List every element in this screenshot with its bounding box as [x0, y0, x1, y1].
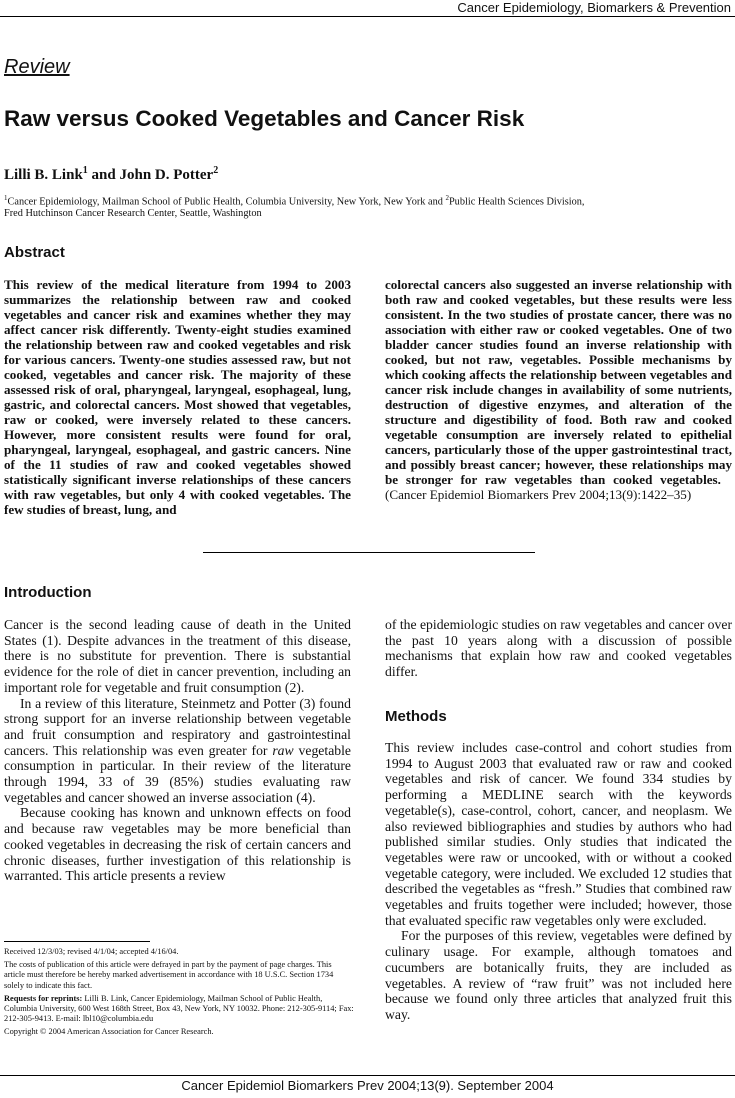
affiliation-text: Public Health Sciences Division,: [448, 196, 585, 208]
footnotes: [4, 947, 354, 1041]
methods-heading: Methods: [385, 708, 447, 725]
affiliation-text: Cancer Epidemiology, Mailman School of Public Health, Columbia University, New York, New York and: [7, 196, 446, 208]
paragraph: Because cooking has known and unknown effects on food and because raw vegetables may be more beneficial than cooked vegetables in decreasing the risk of certain cancers and chronic diseases, further investigation of this relationship is warranted. This article presents a review: [4, 805, 351, 884]
running-header: [0, 0, 735, 17]
author-list: [4, 165, 218, 184]
abstract-text-right: [385, 277, 732, 502]
running-footer: [0, 1075, 735, 1096]
paragraph: of the epidemiologic studies on raw vegetables and cancer over the past 10 years along with a discussion of possible mechanisms that explain how raw and cooked vegetables differ.: [385, 617, 732, 680]
footnote-label: Requests for reprints:: [4, 993, 83, 1003]
footer-citation: Cancer Epidemiol Biomarkers Prev 2004;13(9). September 2004: [181, 1078, 554, 1093]
introduction-heading: Introduction: [4, 584, 92, 601]
affiliation-marker: 2: [213, 165, 219, 176]
introduction-column-right: [385, 617, 732, 680]
affiliation-marker: 2: [445, 194, 449, 202]
abstract-text-left: This review of the medical literature from 1994 to 2003 summarizes the relationship between raw and cooked vegetables and cancer risk and examines whether they may affect cancer risk differently. Twenty-eight studies examined the relationship between raw and cooked vegetables and risk for various cancers. Twenty-one studies assessed raw, but not cooked, vegetables and cancer risk. The majority of these assessed risk of oral, pharyngeal, laryngeal, esophageal, lung, gastric, and colorectal cancers. Most showed that vegetables, raw or cooked, were inversely related to these cancers. However, more consistent results were found for oral, pharyngeal, laryngeal, esophageal, and gastric cancers. Nine of the 11 studies of raw and cooked vegetables showed statistically significant inverse relationships of these cancers with raw vegetables, but only 4 with cooked vegetables. The few studies of breast, lung, and: [4, 277, 351, 517]
affiliation-marker: 1: [4, 194, 8, 202]
footnote-reprints: [4, 994, 354, 1025]
section-label: Review: [4, 56, 70, 78]
paragraph-text: vegetable consumption in particular. In their review of the literature through 1994, 33 of 39 (85%) studies evaluating raw vegetables and cancer showed an inverse association (4).: [4, 742, 351, 805]
paragraph-text: In a review of this literature, Steinmetz and Potter (3) found strong support for an inverse relationship between vegetable and fruit consumption and respiratory and gastrointestinal cancers. This relationship was even greater for: [4, 695, 351, 758]
footnote-text: Lilli B. Link, Cancer Epidemiology, Mailman School of Public Health, Columbia University, 600 West 168th Street, Box 43, New York, NY 10032. Phone: 212-305-9114; Fax: 212-305-9413. E-mail: lbl10@columbia.edu: [4, 993, 354, 1024]
footnote-costs: The costs of publication of this article were defrayed in part by the payment of page charges. This article must therefore be hereby marked advertisement in accordance with 18 U.S.C. Section 1734 solely to indicate this fact.: [4, 960, 334, 990]
affiliation-marker: 1: [82, 165, 88, 176]
methods-column: [385, 740, 732, 1023]
paragraph: This review includes case-control and cohort studies from 1994 to August 2003 that evaluated raw or raw and cooked vegetables and risk of cancer. We found 334 studies by performing a MEDLINE search with the keywords vegetable(s), case-control, cohort, cancer, and neoplasm. We also reviewed bibliographies and studies by authors who had published similar studies. Only studies that indicated the vegetables were raw or uncooked, with or without a cooked vegetable category, were included. We excluded 12 studies that described the vegetables as “fresh.” Studies that combined raw vegetables and fruits together were included; however, those that evaluated specific raw vegetables only were excluded.: [385, 740, 732, 928]
footnote-copyright: Copyright © 2004 American Association for Cancer Research.: [4, 1027, 214, 1037]
introduction-column-left: [4, 617, 351, 884]
footnote-received: Received 12/3/03; revised 4/1/04; accepted 4/16/04.: [4, 947, 179, 956]
footnote-divider: [4, 941, 150, 942]
author-name: Lilli B. Link: [4, 167, 83, 183]
author-name: John D. Potter: [119, 167, 214, 183]
abstract-divider: [203, 552, 535, 553]
paragraph: Cancer is the second leading cause of death in the United States (1). Despite advances in the treatment of this disease, there is no substitute for prevention. There is substantial evidence for the role of diet in cancer prevention, including an important role for vegetable and fruit consumption (2).: [4, 617, 351, 695]
abstract-citation: (Cancer Epidemiol Biomarkers Prev 2004;13(9):1422–35): [385, 487, 692, 502]
author-conjunction: and: [87, 167, 120, 183]
journal-name: Cancer Epidemiology, Biomarkers & Prevention: [457, 0, 731, 15]
paragraph: [4, 696, 351, 806]
abstract-heading: Abstract: [4, 244, 65, 261]
paragraph: For the purposes of this review, vegetables were defined by culinary usage. For example, although tomatoes and cucumbers are botanically fruits, they are included as vegetables. A review of “raw fruit” was not included here because we found only three articles that analyzed fruit this way.: [385, 928, 732, 1022]
emphasis-text: raw: [272, 742, 294, 758]
article-title: Raw versus Cooked Vegetables and Cancer Risk: [4, 106, 525, 131]
abstract-text: colorectal cancers also suggested an inverse relationship with both raw and cooked vegetables, but these results were less consistent. In the two studies of prostate cancer, there was no association with either raw or cooked vegetables. One of two bladder cancer studies found an inverse relationship with cooked, but not raw, vegetables. Possible mechanisms by which cooking affects the relationship between vegetables and cancer risk include changes in availability of some nutrients, destruction of digestive enzymes, and alteration of the structure and digestibility of food. Both raw and cooked vegetable consumption are inversely related to epithelial cancers, particularly those of the upper gastrointestinal tract, and possibly breast cancer; however, these relationships may be stronger for raw vegetables than cooked vegetables.: [385, 277, 732, 487]
affiliations: [4, 192, 732, 220]
affiliation-text: Fred Hutchinson Cancer Research Center, Seattle, Washington: [4, 208, 262, 220]
